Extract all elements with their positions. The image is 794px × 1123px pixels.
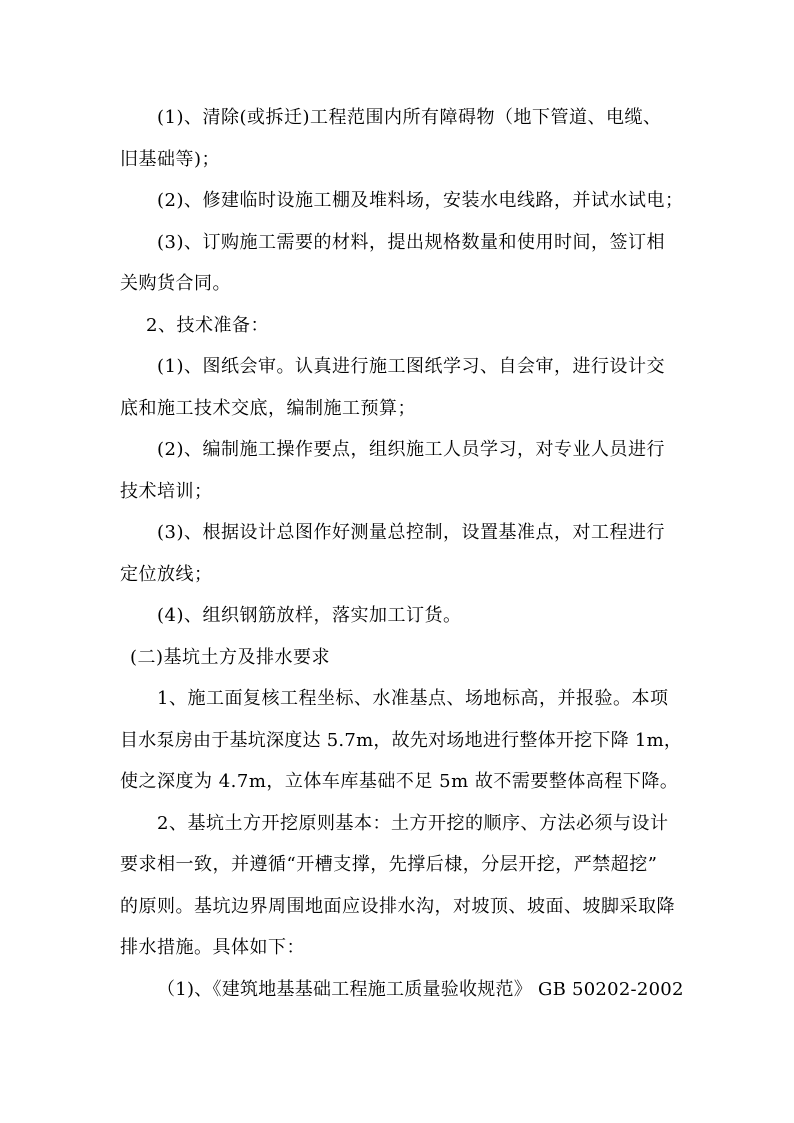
text-line: (1)、图纸会审。认真进行施工图纸学习、自会审，进行设计交 [157,356,665,377]
text-line: 定位放线； [120,564,213,585]
text-line: (2)、编制施工操作要点，组织施工人员学习，对专业人员进行 [157,439,665,460]
section-heading: 2、技术准备： [146,315,269,336]
text-line: （1)、《建筑地基基础工程施工质量验收规范》 GB 50202-2002 [157,979,684,1000]
text-line: 要求相一致，并遵循“开槽支撑，先撑后棣，分层开挖，严禁超挖” [120,854,658,875]
text-line: (2)、修建临时设施工棚及堆料场，安装水电线路，并试水试电； [157,190,684,211]
text-line: (3)、根据设计总图作好测量总控制，设置基准点，对工程进行 [157,522,665,543]
text-line: 技术培训； [120,481,213,502]
text-line: (1)、清除(或拆迁)工程范围内所有障碍物（地下管道、电缆、 [157,107,662,128]
text-line: 1、施工面复核工程坐标、水准基点、场地标高，并报验。本项 [157,688,669,709]
text-line: (3)、订购施工需要的材料，提出规格数量和使用时间，签订相 [157,232,665,253]
text-line: 底和施工技术交底，编制施工预算； [120,398,416,419]
text-line: 2、基坑土方开挖原则基本：土方开挖的顺序、方法必须与设计 [157,813,669,834]
text-line: 旧基础等)； [120,149,221,170]
text-line: (4)、组织钢筋放样，落实加工订货。 [157,605,462,626]
text-line: 排水措施。具体如下： [120,937,305,958]
text-line: 的原则。基坑边界周围地面应设排水沟，对坡顶、坡面、坡脚采取降 [120,896,675,917]
text-line: 目水泵房由于基坑深度达 5.7m，故先对场地进行整体开挖下降 1m， [120,730,683,751]
text-line: 关购货合同。 [120,273,231,294]
section-heading: (二)基坑土方及排水要求 [130,647,331,668]
text-line: 使之深度为 4.7m，立体车库基础不足 5m 故不需要整体高程下降。 [120,771,679,792]
